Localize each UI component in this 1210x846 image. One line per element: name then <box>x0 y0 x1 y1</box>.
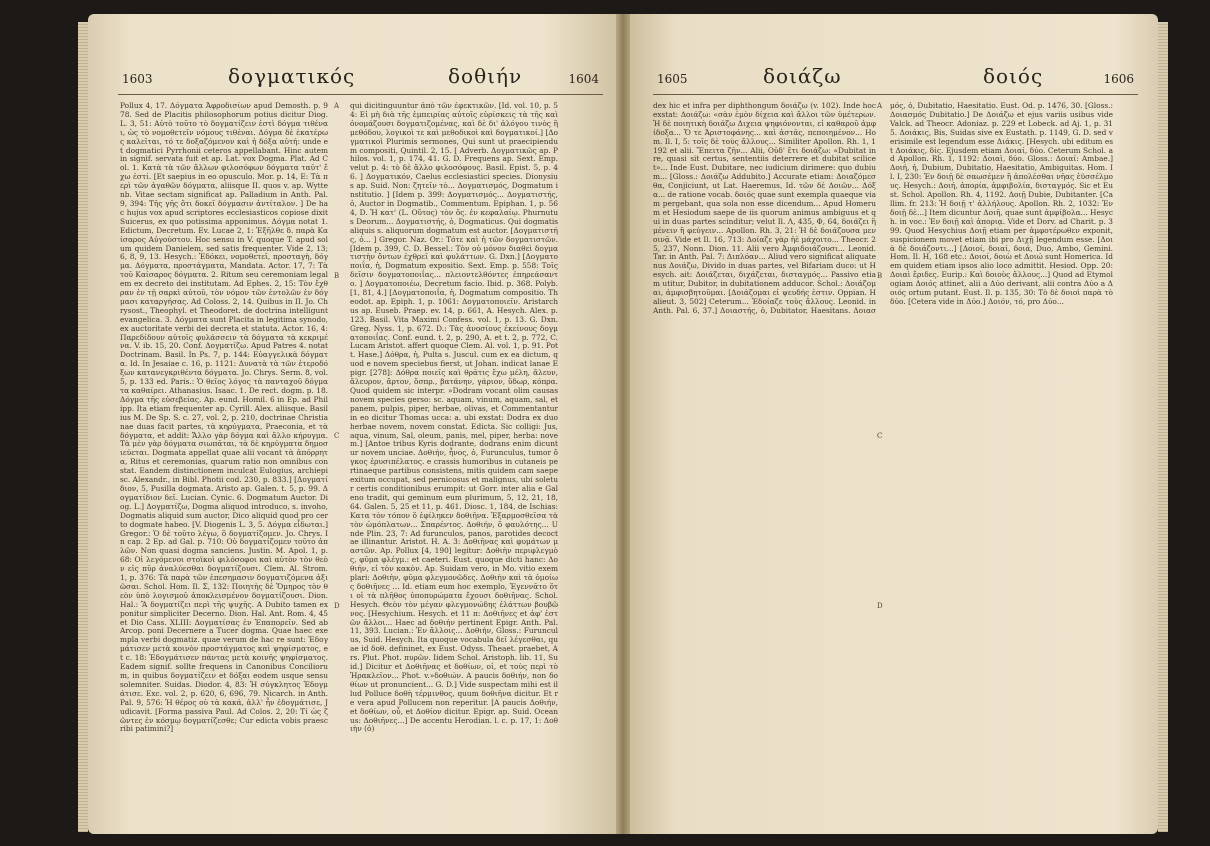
page-number: 1603 <box>122 72 153 86</box>
right-page <box>623 14 1158 834</box>
left-page <box>88 14 623 834</box>
page-number: 1604 <box>568 72 599 86</box>
right-page-edge <box>1158 22 1168 832</box>
text-column: Pollux 4, 17. Δόγματα Ἀφροδισίων apud Demosth. p. 978. Sed de Placitis philosophorum potius dicitur Diog. L. 3, 51: Αὐτὸ τοῦτο τὸ δογματίζειν ἐστὶ δόγμα τιθέναι, ὡς τὸ νομοθετεῖν νόμους τιθέναι. Δόγμα δὲ ἑκατέρως καλεῖται, τό τε δοξαζόμενον καὶ ἡ δόξα αὐτή: unde et dogmatici Pyrrhonii ceteros appellabant. Hinc autem in signif. servata fuit et ap. Lat. vox Dogma. Plat. Ad Col. 1. Κατὰ τὰ τῶν ἄλλων φιλοσόφων δόγματα ταῦτ' ἔχω ἐστί. [Et saepius in eo opusculo. Mor. p. 14, E: Τὰ περὶ τῶν ἀγαθῶν δόγματα, aliisque II. quos v. ap. Wyttenb. Vitae sectam significat ap. Palladium in Anth. Pal. 9, 394: Τῆς γῆς ὅτι δοκεῖ δόγμασιν ἀντίταλον. ] De hac hujus vox apud scriptores ecclesiasticos copiose dixit Suicerus, ex quo potissima apponimus. Δόγμα notat 1. Edictum, Decretum. Ev. Lucae 2, 1: Ἐξῆλθε δ. παρὰ Καίσαρος Αὐγούστου. Hoc sensu in V. quoque T. apud solum quidem Danielem, sed satis frequenter. Vide 2, 13; 6, 8, 9, 13. Hesych.: Ἐδόκει, νομοθετεῖ, προσταγὴ, δόγμα. Δόγματα, προστάγματα, Mandata. Actor. 17, 7: Τὰ τοῦ Καίσαρος δόγματα. 2. Ritum seu ceremoniam legalem ex decreto dei institutam. Ad Ephes. 2, 15: Τὸν ἔχθραν ἐν τῇ σαρκὶ αὐτοῦ, τὸν νόμον τῶν ἐντολῶν ἐν δόγμασι καταργήσας. Ad Coloss. 2, 14. Quibus in II. Jo. Chrysost., Theophyl. et Theodoret. de doctrina intelligunt evangelica. 3. Δόγματα sunt Placita in legitima synodo, ex auctoritate verbi dei decreta et statuta. Actor. 16, 4: Παρεδίδουν αὐτοῖς φυλάσσειν τὰ δόγματα τὰ κεκριμένα. V. ib. 15, 20. Conf. Δογματίζω. Apud Patres 4. notat Doctrinam. Basil. In Ps. 7, p. 144: Εὐαγγελικὰ δόγματα. Id. In Jesaiae c. 16, p. 1121: Δυνατὰ τὰ τῶν ἑτεροδόξων κατανεγκριθέντα δόγματα. Jo. Chrys. Serm. 8, vol. 5, p. 133 ed. Paris.: Ὁ θεῖος λόγος τὰ πανταχοῦ δόγματα καθαίρει. Athanasius. Isaac. 1. De rect. dogm. p. 18. Δόγμα τῆς εὐσεβείας. Ap. eund. Homil. 6 in Ep. ad Philipp. Ita etiam frequenter ap. Cyrill. Alex. aliisque. Basilius M. De Sp. S. c. 27, vol. 2, p. 210, doctrinae Christianae duas facit partes, τὰ κηρύγματα, Praeconia, et τὰ δόγματα, et addit: Ἄλλο γὰρ δόγμα καὶ ἄλλο κήρυγμα. Τὰ μὲν γὰρ δόγματα σιωπᾶται, τὰ δὲ κηρύγματα δημοσιεύεται. Dogmata appellat quae alii vocant τὰ ἀπόρρητα, Ritus et ceremonias, quarum ratio non omnibus constat. Eandem distinctionem inculcat Eulogius, archiepisc. Alexandr., in Bibl. Photii cod. 230, p. 833.] [Δογματίδιον, 5, Pusilla dogmata. Aristo ap. Galen. t. 5, p. 99. Δογματίδιον δεῖ. Lucian. Cynic. 6. Dogmatum Auctor. Diog. L.] Δογματίζω, Dogma aliquod introduco, s. invoho, Dogmatis aliquid sum auctor, Dico aliquid quod pro certo dogmate habeo. [V. Diogenis L. 3, 5. Δόγμα εἶδωται.] Gregor.: Ὁ δὲ τοῦτο λέγω, ὃ δογματίζομεν. Jo. Chrys. In cap. 2 Ep. ad Gal. p. 710: Οὐ δογματίζομεν τοῦτο ἀπλῶν. Non quasi dogma sanciens. Justin. M. Apol. 1, p. 68: Οἱ λεγόμενοι στοϊκοὶ φιλόσοφοι καὶ αὐτὸν τὸν θεὸν εἰς πῦρ ἀναλύεσθαι δογματίζουσι. Clem. Al. Strom. 1, p. 376: Τὰ παρὰ τῶν ἐπεσημασιν δογματιζόμενα ἀξιῶσαι. Schol. Hom. Il. Σ, 132: Ποιητὴς δὲ Ὅμηρος τὸν θεὸν ὑπὸ λογισμοῦ ἀποκλεισμένον δογματίζουσι. Dion. Hal.: Ἃ δογματίζει περὶ τῆς ψυχῆς. A Dubito tamen exponitur simpliciter Decerno. Dion. Hal. Ant. Rom. 4, 45 et Dio Cass. XLIII: Δογματίσας ἐν Ἐπαπορεῖν. Sed ab Arcop. poni Decernere a Tucer dogma. Quae haec exempla verbi dogmatiz. quae verum de hac re sunt: Ἐδογμάτισεν μετὰ κοινὸν προστάγματος καὶ ψηφίσματος, et c. 18: Ἐδογμάτισεν πάντας μετὰ κοινῆς ψηφίσματος. Eadem signif. sollte frequens in Canonibus Conciliorum, in quibus δογματίζειν et δόξαι eodem usque sensu solemniter. Suidas. Diodor. 4, 83: Ἡ σύγκλητος Ἐδογμάτισε. Exc. vol. 2, p. 620, 6, 696, 79. Nicarch. in Anth. Pal. 9, 576: Ἡ θέρος οὐ τὰ κακά, ἀλλ' ἦν ἐδογμάτισε, Judicavit. [Forma passiva Paul. Ad Colos. 2, 20: Τί ὡς ζῶντες ἐν κόσμῳ δογματίζεσθε; Cur edicta vobis praescribi patimini?] <box>120 102 328 734</box>
margin-letters: A B C D <box>334 102 340 610</box>
right-page-header <box>653 64 1138 95</box>
running-headword: δοθιήν <box>448 64 523 88</box>
margin-letters: A B C D <box>877 102 883 610</box>
running-headword: δοιάζω <box>763 64 842 88</box>
open-book-spread <box>88 14 1158 834</box>
left-page-header <box>118 64 603 95</box>
text-column: qui dicitinguuntur ἀπὸ τῶν ἐφεκτικῶν. [Id. vol. 10, p. 54: Εἰ μὴ διὰ τῆς ἐμπειρίας αὐτοῖς εὑρίσκεις τὰ τῆς καὶ ὀνομάζουσι δογματιζομένας, καὶ δὲ δι' ἀλόγου τινὸς ἢ μεθόδου, λογικοὶ τε καὶ μεθοδικοὶ καὶ δογματικοί.] [Δογματικοὶ Plurimis sermones, Qui sunt ut praecipiendum compositi, Quintil. 2, 15. [ Adverb. Δογματικῶς ap. Philos. vol. 1, p. 174, 41. G. D. Frequens ap. Sext. Emp. velut p. 4: τὸ δὲ ἄλλο φιλοσόφους. Basil. Epist. 5, p. 46. ] Δογματικόν, Caelus ecclesiastici species. Dionysius ap. Suid. Non: ζητεῖν τὸ... Δογματισμός, Dogmatum institutio. ] [Idem p. 399: Δογματισμός... Δογματιστής, ὁ, Auctor in Dogmatib., Commentum. Epiphan. 1, p. 564, D. Ἡ κατ' (L. Οὔτος) τὸν ὅς. ἐν κεφαλαίῳ. Phurnutus Deorum... Δογματιστής, ὁ, Dogmaticus. Qui dogmatis aliquis s. aliquorum dogmatum est auctor. [Δογματιστής, ὁ... ] Gregor. Naz. Or.: Τότε καὶ ἡ τῶν δογματιστῶν. [Idem p. 399, C. D. Bessel.: Τὸν οὐ μόνον διαθεὶ δογματιστὴν ὄντων ἐχθρεῖ καὶ φυλάττων. G. Dxn.] [Δογματοποιΐα, ἡ, Dogmatum expositio. Sext. Emp. p. 558: Τοῖς δεῖσιν δογματοποιΐας... πλειοντελθόντες ἐπηρεάσαντο. ] Δογματοποιέω, Decretum facio. Ibid. p. 368. Polyb. [1, 81, 4.] [Δογματοποιΐα, ἡ, Dogmatum compositio. Theodot. ap. Epiph. 1, p. 1061: Δογματοποιεῖν. Aristarchus ap. Euseb. Praep. ev. 14, p. 661, A. Hesych. Alex. p. 123. Basil. Vita Maximi Confess. vol. 1, p. 13. G. Dxn. Greg. Nyss. 1, p. 672. D.: Τὰς ἀνοσίους ἐκείνους δογματοποιΐας. Conf. eund. t. 2, p. 290, A. et t. 2, p. 772, C. Lucam Aristot. affert quoque Clem. Al. vol. 1, p. 91. Pott. Hase.] Δόθρα, ἡ, Pulta s. Juscul. cum ex ea dictum, quod e novem speciebus fierst, ut Johan. indicat lanae Epigr. [278]: Δόθρα ποιεῖς καὶ θρᾶτις ἔχω μέλη, ἄλευν, ἄλευρον, ἄρτον, ὄσπρ., βατάνην, γάριον, ὕδωρ, κόπρα. Quod quidem sic interpr. »Dodram vocant olim causas novem species gerso: sc. aquam, vinum, aquam, sal, et panem, pulpis, piper, herbae, olivas, et Commentantur in eo dicitur Thomas ucca: a. ubi exstat: Dodra ex duo herbae novem, novem constat. Edicta. Sic colligi: Jus, aqua, vinum, Sal, oleum, panis, mel, piper, herba: novem.] [Antoe tribus Kyris dodrante, dodrans enim dicuntur novem unciae. Δοθιήν, ἦνος, ὁ, Furunculus, tumor ὄγκος ἐρυσιπέλατος. e crassis humoribus in cutaneis pertinaeque partibus consistens, mitis quidem cam saepe exitum occupat, sed pernicosus et malignus, ubi soletur certis conditionibus erumpit: ut Gorr. inter alia e Galeno tradit, qui geminum eum plurimum, 5, 12, 21, 18, 64. Galen. 5, 25 et 11, p. 461. Diosc. 1, 184, de Ischias: Κατα τὸν τόπον ὅ ἐφίληκεν δοθιῆνα. Ἐξαρμοσθεῖσα τὰ τὸν ὡμόπλατων... Σπαρέντος. Δοθιήν, ὅ φαυλότης... Unde Plin. 23, 7: Ad furunculos, panos, parotides decoctae illinantur. Aristot. H. A. 3: Δοθιῆνας καὶ φυμάτων μαστῶν. Ap. Pollux [4, 190] legitur: Δοθιὴν περιφλεγμὸς, φῦμα φλέγμ.: et caeteri. Eust. quoque dicti hanc: Δοθιήν, εἰ τὸν κακὸν. Ap. Suidam vero, in Mo. vitio exemplari: Δοθιὴν, φῦμα φλεγμονῶδες. Δοθιὴν καὶ τὰ ὁμοίως δοθιῆνες ... Id. etiam eum hoc exemplo, Ἐγεννᾶτο ὅτι οἱ τὰ πλῆθος ὑποπυρώματα ἔχουσι δοθιῆνας. Schol. Hesych. Θεὸν τὸν μέγαν φλεγμονώδης ἐλάττων βουβῶνος. [Hesychium. Hesych. et 11 π: Δοθιῆνες et ἀφ' ἑστῶν ἄλλοι... Haec ad δοθιήν pertinent Epigr. Anth. Pal. 11, 393. Lucian.: Ἐν ἄλλοις... Δοθιήν, Gloss.: Furunculus, Suid. Hesych. Ita quoque vocabula δεῖ λέγεσθαι, quae id δοθ. defininet, ex Eust. Odyss. Theaet. praebet, Ars. Plut. Phot. πυρῶν. Iidem Schol. Aristoph. lib. 11, Suid.] Dicitur et Δοθιῆνας et δοθίων, οἱ, et τοὺς περὶ τὸ Ἡρακλεῖον... Phot. v.»δοθιών. A paucis δοθιήν, non δοθίων ut pronuncient... G. D.] Vide suspectam mihi est illud Polluce δοθὴ τέρμινθος, quum δοθιῆνα dicitur. Et re vera apud Pollucem non reperitur. [A paucis Δοθιήν, et δοθίων, οὖ, et Δοθίον dicitur. Epigr. ap. Suid. Oceanus: Δοθιῆνες...] De accentu Herodian. l. c. p. 17, 1: Δοθιὴν (ὁ) <box>350 102 558 734</box>
page-number: 1606 <box>1103 72 1134 86</box>
text-column: dex hic et infra per diphthongum δοιάζω (v. 102). Inde hoc exstat: Δοιάζω: «σὰν ἐμὸν δίχεια καὶ ἄλλοι τῶν ὑμέτερων. Ἡ δὲ ποιητικὴ δοιάζω Διχεια ψηφιόνονται, εἰ καθαροῦ ἀμφίδοξα... Ὅ τε Ἀριστοφάνης... καὶ ἀστᾶς, πεποιημένον... Hom. Il. I, 5: τοῖς δὲ τοὺς ἄλλους... Similiter Apollon. Rh. 1, 1192 et alii. Ἔπειτα ζῆν... Alii, Οὐδ' ἔτι δοιάζω: «Dubitat in re, quasi sit certus, sententiis deterrere et dubitat scilicet»... Inde Eust. Dubitare, nec iudicium dirimere: quo dubium... [Gloss.: Δοιάζω Addubito.] Accurate etiam: Δοιαζόμεσθα, Conjiciunt, ut Lat. Haeremus, Id. τῶν δὲ Δοιῶν... Δόξα... de ratione vocab. δοιός quae sunt exempla quaeque viam pergebant, qua sola non esse dicendum... Apud Homerum et Hesiodum saepe de iis quorum animus ambiguus et qui in duas partes scinditur; velut Il. Λ, 435, Φ, 64, δοιάζει ἢ μένειν ἢ φεύγειν... Apollon. Rh. 3, 21: Ἡ δὲ δοιάζουσα μενοινᾷ. Vide et Il. 16, 713: Δοίαζε γὰρ ἠὲ μάχοιτο... Theocr. 25, 237, Nonn. Dion. 11. Alii vero Ἀμφιδοιάζουσι... Leonid. Tar. in Anth. Pal. 7: Διπλόαν... Aliud vero significat aliquatenus Δοιάζω, Divido in duas partes, vel Bifariam duco: ut Hesych. ait: Δοιάζεται, διχάζεται, δισταγμός... Passivo etiam utitur, Dubitor, in dubitationem adducor. Schol.: Δοιάζομαι, ἀμφισβητοῦμαι. [Δοιάζομαι εἰ ψευδής ἐστιν. Oppian. Halieut. 3, 502] Ceterum... Ἐδοίαζε τοὺς ἄλλους. Leonid. in Anth. Pal. 6, 37.] Δοιαστής, ὁ, Dubitator, Haesitans. Δοιασμός, ὁ, Dubitatio, Haesitatio. Eust. Od. p. 1476, 30. [Gloss.: Δοιασμός Dubitatio.] De Δοιάζω et ejus variis usibus vide Valck. ad Theocr. Adoniaz. p. 229 et Lobeck. ad Aj. 1, p. 315. Δοιάκις, Bis, Suidas sive ex Eustath. p. 1149, G. D. sed verisimile est legendum esse Διάκις. [Hesych. ubi editum est Δοιάκις, δίς. Ejusdem etiam Δοιαί, δύο. Ceterum Schol. ad Apollon. Rh. 1, 1192: Δοιαὶ, δύο. Gloss.: Δοιαί: Ambae.] Δοιή, ἡ, Dubium, Dubitatio, Haesitatio, Ambiguitas. Hom. Il. Ι, 230: Ἐν δοιῇ δὲ σαωσέμεν ἢ ἀπολέσθαι νῆας ἐϋσσέλμους. Hesych.: Δοιή, ἀπορία, ἀμφιβολία, δισταγμός. Sic et Eust. Schol. Apollon. Rh. 4, 1192. Δοιῇ Dubie, Dubitanter. [Callim. fr. 213: Ἡ δοιῇ τ' ἀλλήλους. Apollon. Rh. 2, 1032: Ἐν δοιῇ δὲ...] Item dicuntur Δοιῆ, quae sunt ἀμφίβολα... Hesych. in voc.: Ἐν δοιῇ καὶ ἀποριᾳ. Vide et Dorv. ad Charit. p. 399. Quod Hesychius Δοιῇ etiam per ἀμφοτέρωθεν exponit, suspicionem movet etiam ibi pro Διχῇ legendum esse. [Δοιὰ δὲ δοιάζοντι...] [Δοιοί, δοιαί, δοιά, Duo, Ambo, Gemini. Hom. Il. Η, 168 etc.: Δοιοί, δοιὼ et Δοιώ sunt Homerica. Idem quidem etiam ipsos alio loco admittit. Hesiod. Opp. 20: Δοιαὶ ἔριδες. Eurip.: Καὶ δοιοὺς ἄλλους...] Quod ad Etymologiam Δοιός attinet, alii a Δύο derivant, alii contra Δύο a Δοιός ortum putant. Eust. Il. p. 135, 30: Τὸ δὲ δοιοὶ παρὰ τὸ δύο. [Cetera vide in Δύο.] Δοιόν, τό, pro Δύο... <box>653 102 1113 315</box>
running-headword: δοιός <box>983 64 1044 88</box>
running-headword: δογματικός <box>228 64 356 88</box>
left-page-edge <box>78 22 88 832</box>
page-number: 1605 <box>657 72 688 86</box>
book-gutter <box>616 14 630 834</box>
